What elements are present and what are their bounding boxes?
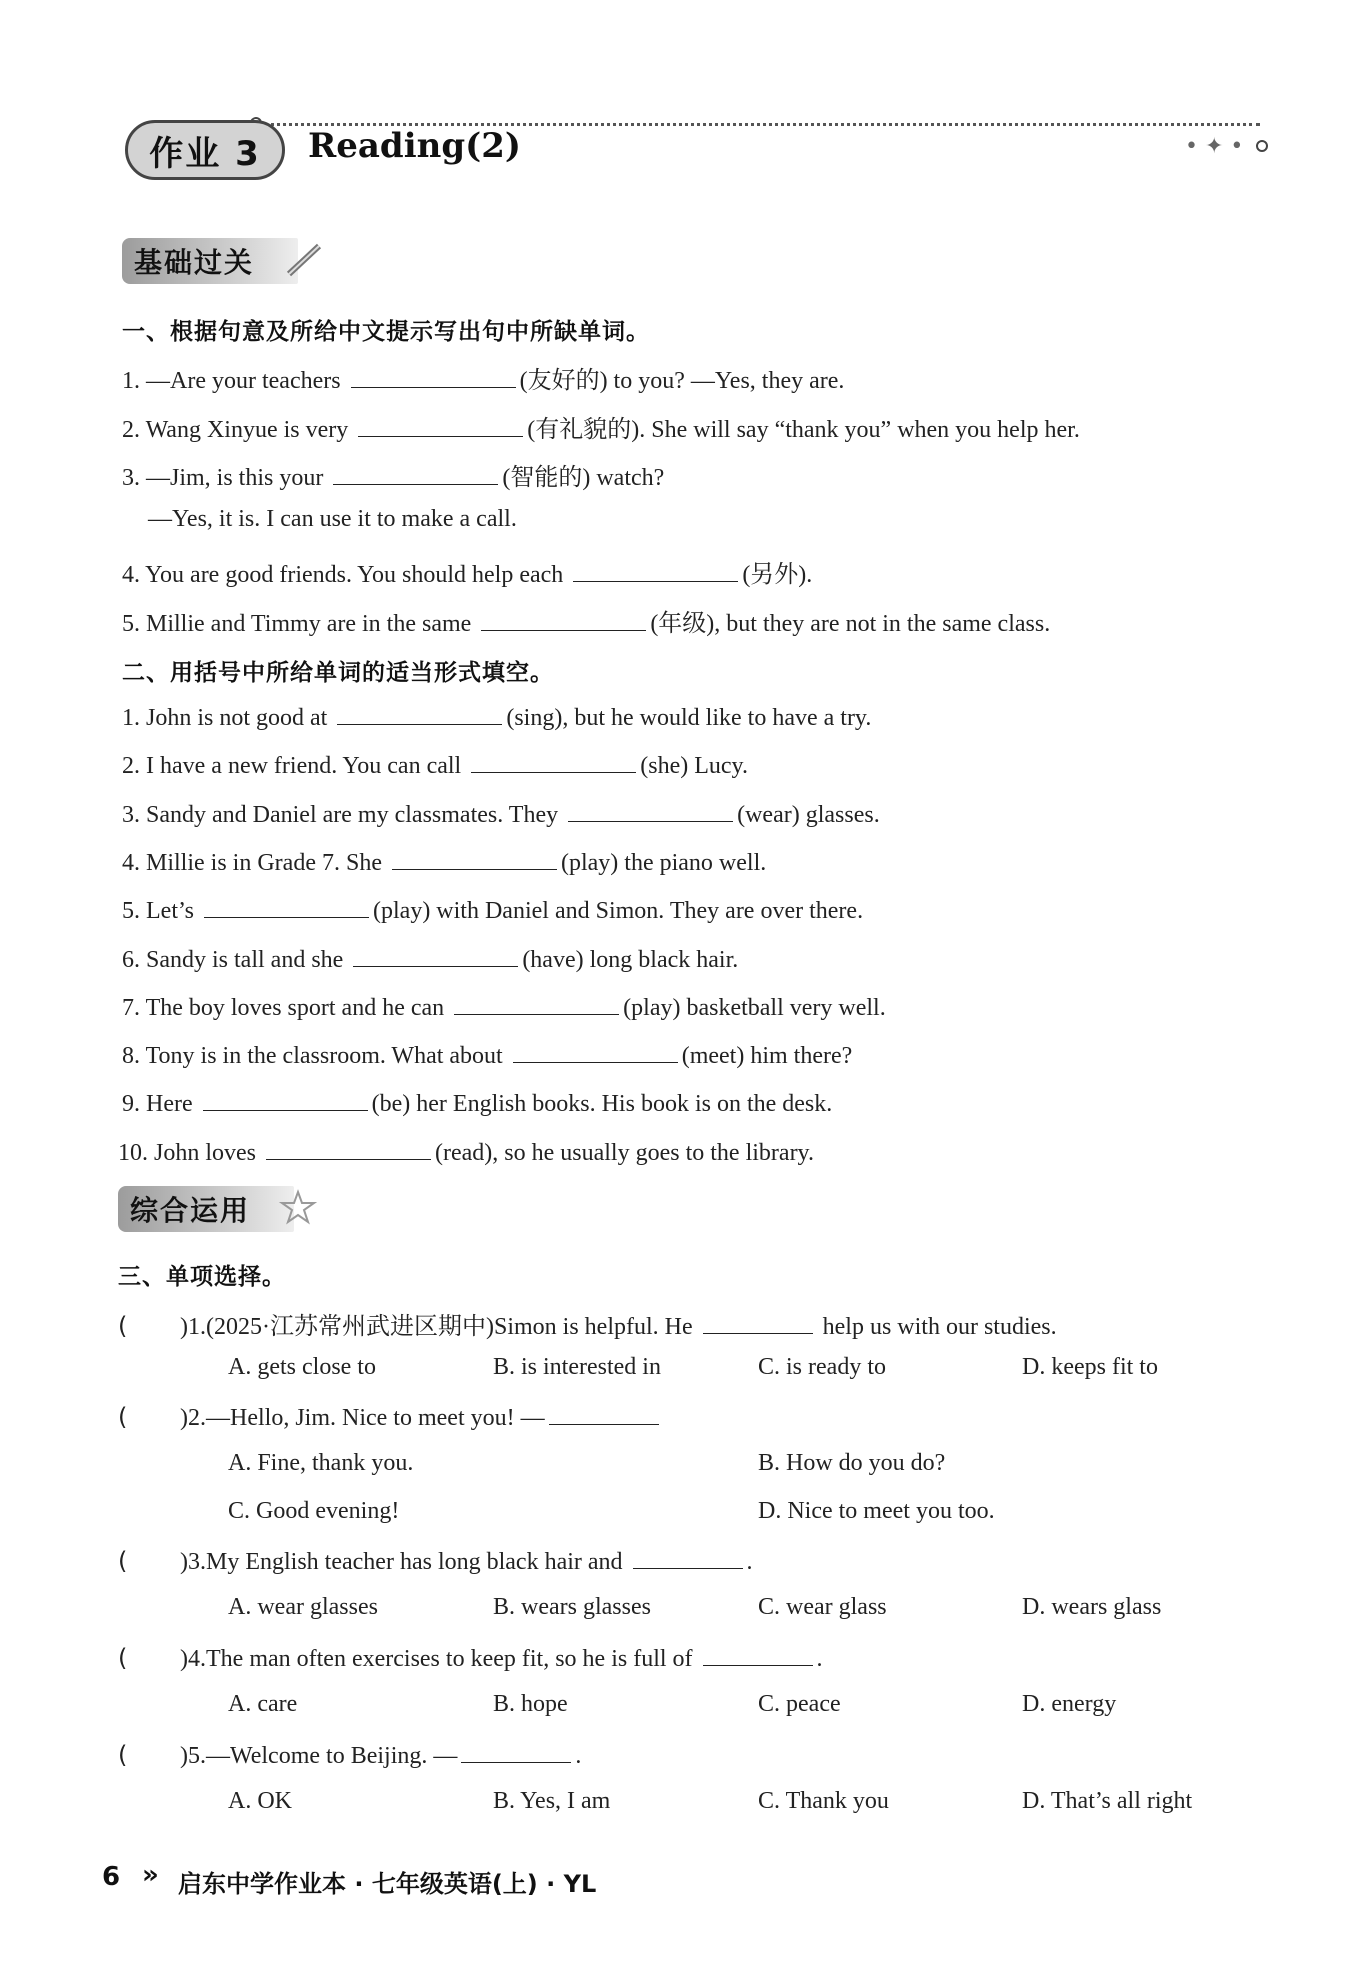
question-line: 3. —Jim, is this your (智能的) watch? [122, 457, 664, 492]
question-line: 7. The boy loves sport and he can (play) basketball very well. [122, 992, 886, 1022]
answer-blank[interactable] [568, 799, 733, 822]
option-d[interactable]: D. That’s all right [1022, 1788, 1193, 1814]
option-b[interactable]: B. Yes, I am [493, 1788, 611, 1814]
option-b[interactable]: B. How do you do? [758, 1450, 946, 1476]
answer-blank[interactable] [461, 1740, 571, 1763]
instruction-part-3: 三、单项选择。 [118, 1264, 286, 1290]
answer-blank[interactable] [481, 608, 646, 631]
answer-paren[interactable]: ( [118, 1312, 128, 1340]
mc-question: ( )5.—Welcome to Beijing. — . [118, 1741, 582, 1769]
answer-paren[interactable]: ( [118, 1741, 128, 1769]
pencil-icon [285, 240, 325, 280]
option-b[interactable]: B. wears glasses [493, 1594, 651, 1620]
option-a[interactable]: A. gets close to [228, 1354, 376, 1380]
section-tag-comprehensive [118, 1186, 294, 1232]
answer-blank[interactable] [204, 895, 369, 918]
mc-question: ( )2.—Hello, Jim. Nice to meet you! — [118, 1402, 663, 1432]
answer-blank[interactable] [703, 1311, 813, 1334]
answer-blank[interactable] [337, 702, 502, 725]
option-a[interactable]: A. OK [228, 1788, 292, 1814]
answer-paren[interactable]: ( [118, 1547, 128, 1575]
question-line: 5. Millie and Timmy are in the same (年级), but they are not in the same class. [122, 603, 1050, 638]
mc-question: ( )3.My English teacher has long black hair and . [118, 1547, 753, 1575]
section-tag-label: 基础过关 [134, 246, 255, 279]
answer-blank[interactable] [358, 414, 523, 437]
question-line: 2. Wang Xinyue is very (有礼貌的). She will say “thank you” when you help her. [122, 409, 1080, 444]
footer-book-title: 启东中学作业本 · 七年级英语(上) · YL [178, 1870, 597, 1898]
homework-badge: 作业 3 [125, 120, 285, 180]
question-line: 10. John loves (read), so he usually goes to the library. [118, 1137, 814, 1167]
instruction-part-1: 一、根据句意及所给中文提示写出句中所缺单词。 [122, 319, 650, 345]
answer-blank[interactable] [392, 847, 557, 870]
answer-blank[interactable] [513, 1040, 678, 1063]
answer-blank[interactable] [633, 1546, 743, 1569]
answer-blank[interactable] [454, 992, 619, 1015]
answer-blank[interactable] [573, 559, 738, 582]
page-number: 6 [102, 1862, 121, 1892]
answer-blank[interactable] [471, 750, 636, 773]
question-line: 8. Tony is in the classroom. What about (meet) him there? [122, 1040, 852, 1070]
question-line: 6. Sandy is tall and she (have) long black hair. [122, 944, 738, 974]
option-a[interactable]: A. care [228, 1691, 298, 1717]
question-line: 4. You are good friends. You should help each (另外). [122, 554, 812, 589]
option-c[interactable]: C. Thank you [758, 1788, 889, 1814]
page-title: Reading(2) [308, 126, 521, 166]
answer-blank[interactable] [353, 944, 518, 967]
option-d[interactable]: D. Nice to meet you too. [758, 1498, 995, 1524]
option-a[interactable]: A. wear glasses [228, 1594, 378, 1620]
question-line: 2. I have a new friend. You can call (she) Lucy. [122, 750, 748, 780]
section-tag-basic [122, 238, 298, 284]
option-b[interactable]: B. hope [493, 1691, 568, 1717]
question-line: —Yes, it is. I can use it to make a call. [148, 506, 517, 532]
option-c[interactable]: C. wear glass [758, 1594, 887, 1620]
option-c[interactable]: C. peace [758, 1691, 841, 1717]
mc-question: ( )1.(2025·江苏常州武进区期中)Simon is helpful. He help us with our studies. [118, 1312, 1057, 1340]
mc-question: ( )4.The man often exercises to keep fit, so he is full of . [118, 1644, 823, 1672]
answer-blank[interactable] [351, 365, 516, 388]
star-icon [278, 1188, 318, 1228]
sparkle-icon: • ✦ • [1185, 134, 1244, 159]
ring-icon [1256, 140, 1268, 152]
answer-paren[interactable]: ( [118, 1644, 128, 1672]
option-d[interactable]: D. energy [1022, 1691, 1117, 1717]
option-a[interactable]: A. Fine, thank you. [228, 1450, 414, 1476]
answer-blank[interactable] [703, 1643, 813, 1666]
answer-paren[interactable]: ( [118, 1403, 128, 1431]
answer-blank[interactable] [549, 1402, 659, 1425]
question-line: 4. Millie is in Grade 7. She (play) the piano well. [122, 847, 766, 877]
question-line: 9. Here (be) her English books. His book is on the desk. [122, 1088, 832, 1118]
option-c[interactable]: C. Good evening! [228, 1498, 400, 1524]
question-line: 1. John is not good at (sing), but he would like to have a try. [122, 702, 871, 732]
option-b[interactable]: B. is interested in [493, 1354, 661, 1380]
question-line: 3. Sandy and Daniel are my classmates. They (wear) glasses. [122, 799, 880, 829]
section-tag-label: 综合运用 [130, 1194, 251, 1227]
option-d[interactable]: D. keeps fit to [1022, 1354, 1158, 1380]
option-c[interactable]: C. is ready to [758, 1354, 886, 1380]
answer-blank[interactable] [333, 462, 498, 485]
question-line: 5. Let’s (play) with Daniel and Simon. They are over there. [122, 895, 863, 925]
question-line: 1. —Are your teachers (友好的) to you? —Yes, they are. [122, 360, 844, 395]
option-d[interactable]: D. wears glass [1022, 1594, 1162, 1620]
answer-blank[interactable] [203, 1088, 368, 1111]
answer-blank[interactable] [266, 1137, 431, 1160]
instruction-part-2: 二、用括号中所给单词的适当形式填空。 [122, 660, 554, 686]
double-chevron-icon: » [142, 1860, 159, 1890]
